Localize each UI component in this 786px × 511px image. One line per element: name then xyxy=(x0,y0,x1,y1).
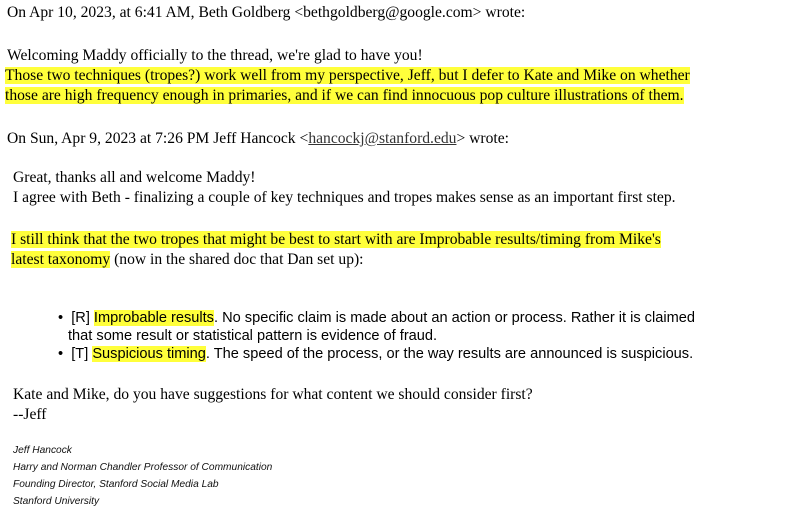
reply-header-jeff: On Sun, Apr 9, 2023 at 7:26 PM Jeff Hancock <hancockj@stanford.edu> wrote: xyxy=(7,130,509,147)
jeff-signoff: --Jeff xyxy=(13,406,47,423)
jeff-message-line: I agree with Beth - finalizing a couple of key techniques and tropes makes sense as an important first step. xyxy=(13,189,676,206)
beth-message-line: those are high frequency enough in primaries, and if we can find innocuous pop culture illustrations of them. xyxy=(5,87,684,104)
signature-org: Stanford University xyxy=(13,496,100,507)
bullet: • xyxy=(58,310,64,326)
beth-message-line: Those two techniques (tropes?) work well from my perspective, Jeff, but I defer to Kate and Mike on whether xyxy=(5,67,690,84)
list-item: • [T] Suspicious timing. The speed of the process, or the way results are announced is suspicious. xyxy=(58,346,694,362)
beth-email-link[interactable]: bethgoldberg@google.com xyxy=(303,4,473,21)
list-item-continuation: that some result or statistical pattern is evidence of fraud. xyxy=(68,328,438,344)
jeff-message-line: latest taxonomy (now in the shared doc that Dan set up): xyxy=(11,251,364,268)
beth-greeting: Welcoming Maddy officially to the thread, we're glad to have you! xyxy=(7,47,423,64)
jeff-email-link[interactable]: hancockj@stanford.edu xyxy=(308,130,457,147)
reply-header-beth: On Apr 10, 2023, at 6:41 AM, Beth Goldberg <bethgoldberg@google.com> wrote: xyxy=(7,4,526,21)
bullet: • xyxy=(58,346,64,362)
signature-role: Founding Director, Stanford Social Media Lab xyxy=(13,479,219,490)
jeff-message-line: I still think that the two tropes that might be best to start with are Improbable results/timing from Mike's xyxy=(11,231,661,248)
signature-title: Harry and Norman Chandler Professor of Communication xyxy=(13,462,273,473)
list-item: • [R] Improbable results. No specific claim is made about an action or process. Rather it is claimed xyxy=(58,310,695,326)
jeff-closing: Kate and Mike, do you have suggestions for what content we should consider first? xyxy=(13,386,533,403)
signature-name: Jeff Hancock xyxy=(13,445,72,456)
jeff-greeting: Great, thanks all and welcome Maddy! xyxy=(13,169,256,186)
